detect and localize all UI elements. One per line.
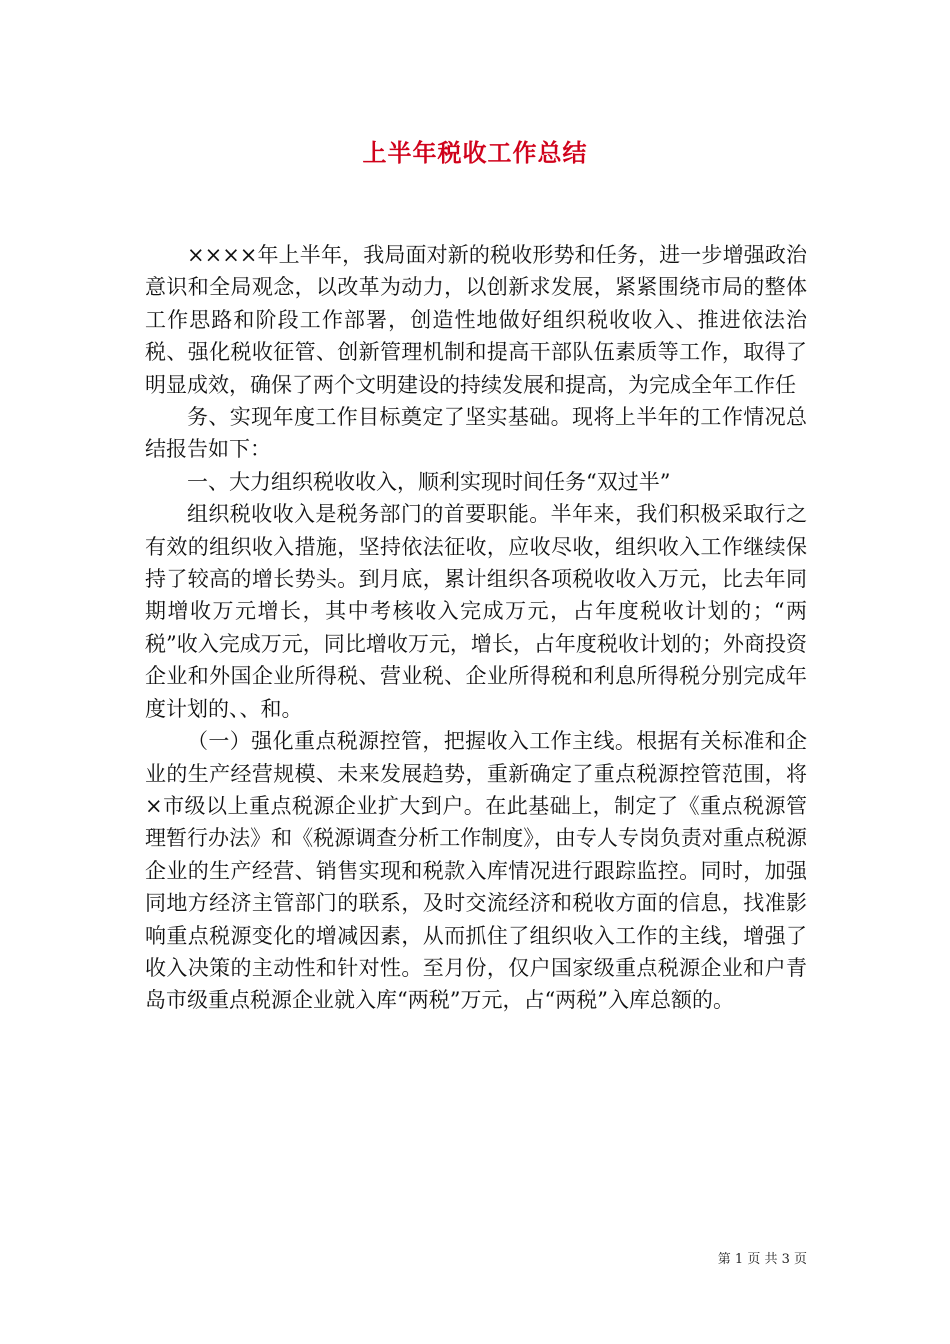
paragraph-intro: ××××年上半年，我局面对新的税收形势和任务，进一步增强政治意识和全局观念，以改革为动力，以创新求发展，紧紧围绕市局的整体工作思路和阶段工作部署，创造性地做好组织税收收入、推进依法治税、强化税收征管、创新管理机制和提高干部队伍素质等工作，取得了明显成效，确保了两个文明建设的持续发展和提高，为完成全年工作任 — [145, 243, 807, 397]
page-number: 第 1 页 共 3 页 — [717, 1252, 807, 1267]
document-body — [145, 239, 807, 1017]
document-title: 上半年税收工作总结 — [362, 138, 588, 167]
paragraph-revenue: 组织税收收入是税务部门的首要职能。半年来，我们积极采取行之有效的组织收入措施，坚持依法征收，应收尽收，组织收入工作继续保持了较高的增长势头。到月底，累计组织各项税收收入万元，比去年同期增收万元增长，其中考核收入完成万元，占年度税收计划的；“两税”收入完成万元，同比增收万元，增长，占年度税收计划的；外商投资企业和外国企业所得税、营业税、企业所得税和利息所得税分别完成年度计划的、、和。 — [145, 502, 807, 721]
paragraph-intro-continued: 务、实现年度工作目标奠定了坚实基础。现将上半年的工作情况总结报告如下： — [145, 405, 807, 462]
section-heading-1: 一、大力组织税收收入，顺利实现时间任务“双过半” — [187, 469, 671, 494]
paragraph-key-tax-sources: （一）强化重点税源控管，把握收入工作主线。根据有关标准和企业的生产经营规模、未来发展趋势，重新确定了重点税源控管范围，将×市级以上重点税源企业扩大到户。在此基础上，制定了《重点税源管理暂行办法》和《税源调查分析工作制度》，由专人专岗负责对重点税源企业的生产经营、销售实现和税款入库情况进行跟踪监控。同时，加强同地方经济主管部门的联系，及时交流经济和税收方面的信息，找准影响重点税源变化的增减因素，从而抓住了组织收入工作的主线，增强了收入决策的主动性和针对性。至月份，仅户国家级重点税源企业和户青岛市级重点税源企业就入库“两税”万元，占“两税”入库总额的。 — [145, 729, 807, 1013]
